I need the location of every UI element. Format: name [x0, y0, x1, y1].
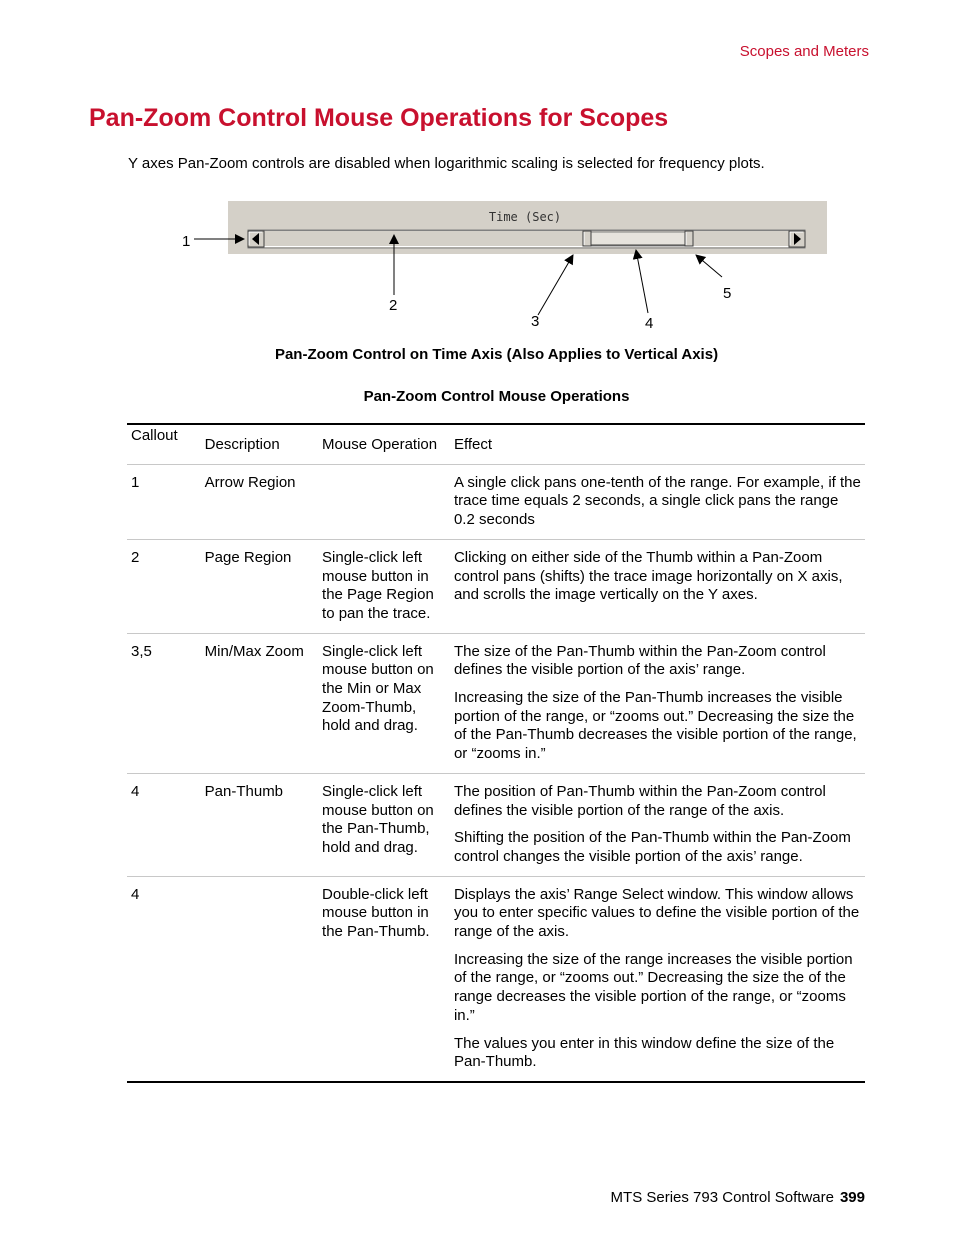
operations-table — [127, 423, 865, 1083]
cell-operation: Single-click left mouse button on the Min or Max Zoom-Thumb, hold and drag. — [322, 642, 434, 735]
callout-label-2: 2 — [389, 297, 398, 314]
cell-effect — [450, 633, 865, 773]
axis-label: Time (Sec) — [488, 210, 562, 224]
effect-paragraph: The values you enter in this window define the size of the Pan-Thumb. — [453, 1034, 835, 1071]
table-row — [127, 876, 865, 1082]
effect-paragraph: Shifting the position of the Pan-Thumb within the Pan-Zoom control changes the visible portion of the axis’ range. — [453, 829, 851, 865]
cell-operation: Single-click left mouse button on the Pan-Thumb, hold and drag. — [322, 782, 434, 856]
effect-paragraph: A single click pans one-tenth of the range. For example, if the trace time equals 2 seconds, a single click pans the range 0.2 seconds — [453, 473, 861, 529]
cell-description: Pan-Thumb — [204, 782, 284, 800]
effect-paragraph: The position of Pan-Thumb within the Pan-Zoom control defines the visible portion of the range of the axis. — [453, 782, 826, 819]
effect-paragraph: Increasing the size of the range increases the visible portion of the range, or “zooms out.” Decreasing the size the of the range decreases the visible portion of the range, or “zooms in.” — [453, 950, 853, 1024]
cell-callout: 2 — [131, 548, 140, 566]
scroll-track — [248, 230, 805, 248]
cell-description — [201, 876, 318, 1082]
header-mouse-operation: Mouse Operation — [322, 436, 438, 453]
table-header-row — [127, 424, 865, 464]
pan-thumb[interactable] — [590, 232, 688, 246]
right-arrow-button[interactable] — [789, 231, 805, 247]
table-title: Pan-Zoom Control Mouse Operations — [363, 388, 630, 405]
cell-operation: Double-click left mouse button in the Pan-Thumb. — [322, 885, 430, 941]
cell-effect — [450, 464, 865, 539]
callout-label-5: 5 — [723, 285, 732, 302]
running-header: Scopes and Meters — [739, 43, 869, 60]
page-footer — [611, 1189, 865, 1206]
effect-paragraph: The size of the Pan-Thumb within the Pan-Zoom control defines the visible portion of the axis’ range. — [453, 642, 826, 679]
cell-description: Page Region — [204, 548, 292, 566]
intro-paragraph: Y axes Pan-Zoom controls are disabled when logarithmic scaling is selected for frequency plots. — [128, 155, 765, 172]
cell-operation: Single-click left mouse button in the Page Region to pan the trace. — [322, 548, 434, 622]
header-callout: Callout — [131, 427, 178, 444]
pan-zoom-figure — [170, 195, 840, 335]
cell-callout: 1 — [131, 473, 140, 491]
cell-callout: 3,5 — [131, 642, 152, 660]
cell-callout: 4 — [131, 782, 140, 800]
pan-zoom-diagram — [170, 195, 840, 335]
table-row — [127, 539, 865, 633]
cell-operation — [318, 464, 450, 539]
header-description: Description — [204, 436, 280, 453]
figure-caption: Pan-Zoom Control on Time Axis (Also Applies to Vertical Axis) — [274, 346, 719, 363]
cell-description: Arrow Region — [204, 473, 296, 491]
effect-paragraph: Clicking on either side of the Thumb within a Pan-Zoom control pans (shifts) the trace image horizontally on X axis, and scrolls the image vertically on the Y axes. — [453, 548, 843, 604]
cell-effect — [450, 876, 865, 1082]
page-number: 399 — [839, 1189, 865, 1206]
table-row — [127, 464, 865, 539]
min-zoom-thumb[interactable] — [583, 231, 591, 246]
table-row — [127, 633, 865, 773]
effect-paragraph: Increasing the size of the Pan-Thumb increases the visible portion of the range, or “zooms out.” Decreasing the size the of the Pan-Thumb decreases the visible portion of the range, or “zooms in.” — [453, 689, 857, 763]
callout-label-4: 4 — [645, 315, 654, 332]
callout-label-1: 1 — [182, 233, 191, 250]
effect-paragraph: Displays the axis’ Range Select window. This window allows you to enter specific values to define the visible portion of the range of the axis. — [453, 885, 860, 941]
callout-label-3: 3 — [531, 313, 540, 330]
table-row — [127, 773, 865, 876]
header-effect: Effect — [453, 436, 493, 453]
max-zoom-thumb[interactable] — [685, 231, 693, 246]
cell-effect — [450, 539, 865, 633]
cell-description: Min/Max Zoom — [204, 642, 304, 660]
page-title: Pan-Zoom Control Mouse Operations for Scopes — [89, 104, 669, 132]
left-arrow-button[interactable] — [248, 231, 264, 247]
footer-doc-title: MTS Series 793 Control Software — [610, 1189, 834, 1206]
cell-callout: 4 — [131, 885, 140, 903]
cell-effect — [450, 773, 865, 876]
